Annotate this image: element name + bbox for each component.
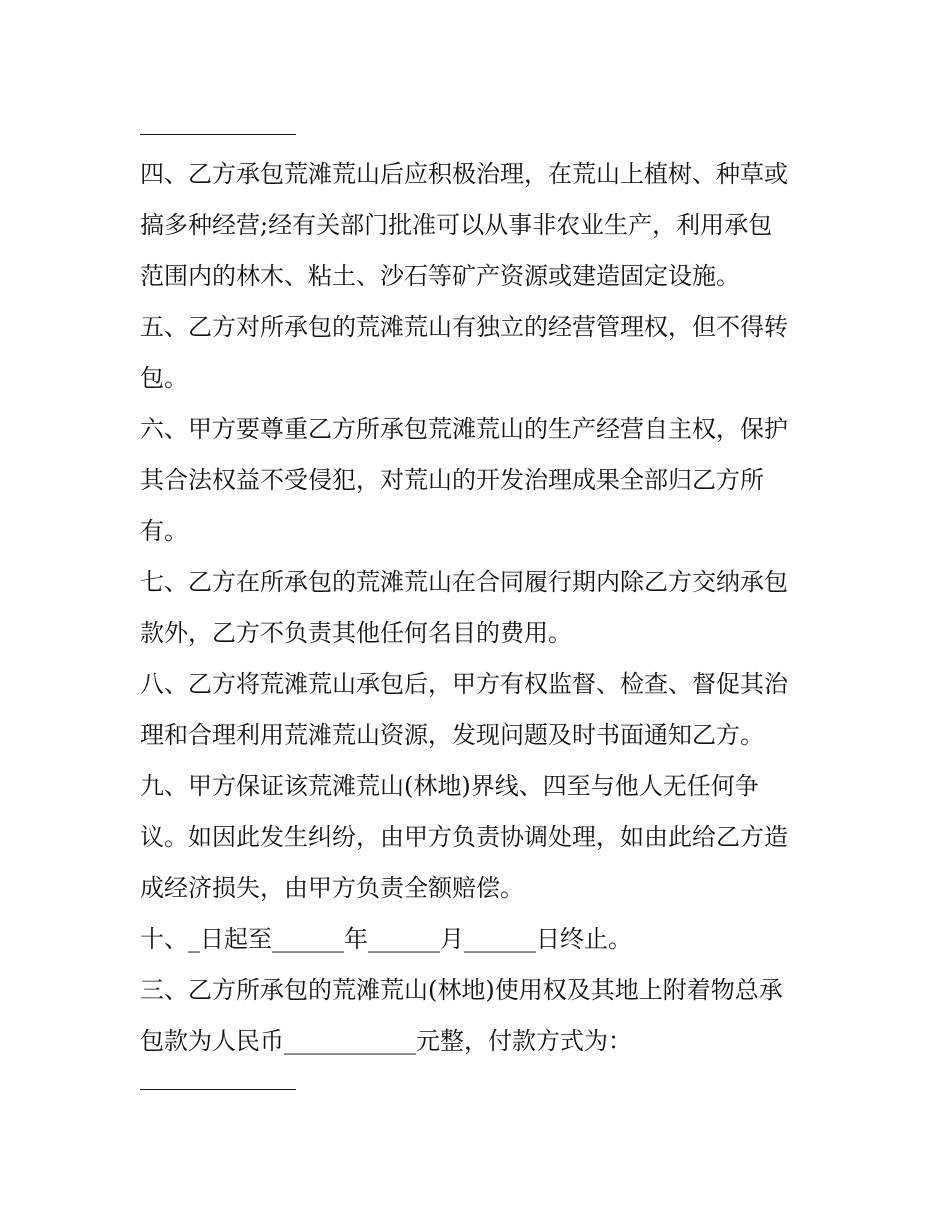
contract-line: 范围内的林木、粘土、沙石等矿产资源或建造固定设施。 [140, 262, 740, 290]
bottom-blank-line [140, 1089, 296, 1090]
contract-line: 三、乙方所承包的荒滩荒山(林地)使用权及其地上附着物总承 [140, 976, 783, 1004]
contract-line: 成经济损失，由甲方负责全额赔偿。 [140, 874, 524, 902]
contract-line: 款外，乙方不负责其他任何名目的费用。 [140, 619, 572, 647]
contract-line: 九、甲方保证该荒滩荒山(林地)界线、四至与他人无任何争 [140, 772, 759, 800]
contract-line: 其合法权益不受侵犯，对荒山的开发治理成果全部归乙方所 [140, 466, 764, 494]
contract-line: 包。 [140, 364, 188, 392]
contract-line: 理和合理利用荒滩荒山资源，发现问题及时书面通知乙方。 [140, 721, 764, 749]
contract-line: 有。 [140, 517, 188, 545]
contract-line: 八、乙方将荒滩荒山承包后，甲方有权监督、检查、督促其治 [140, 670, 788, 698]
contract-line: 四、乙方承包荒滩荒山后应积极治理，在荒山上植树、种草或 [140, 160, 788, 188]
top-blank-line [140, 134, 296, 135]
contract-line: 六、甲方要尊重乙方所承包荒滩荒山的生产经营自主权，保护 [140, 415, 788, 443]
contract-line: 议。如因此发生纠纷，由甲方负责协调处理，如由此给乙方造 [140, 823, 788, 851]
contract-line: 包款为人民币___________元整，付款方式为： [140, 1027, 632, 1055]
contract-line: 五、乙方对所承包的荒滩荒山有独立的经营管理权，但不得转 [140, 313, 788, 341]
contract-line: 搞多种经营;经有关部门批准可以从事非农业生产，利用承包 [140, 211, 773, 239]
contract-line: 七、乙方在所承包的荒滩荒山在合同履行期内除乙方交纳承包 [140, 568, 788, 596]
contract-line: 十、_日起至______年______月______日终止。 [140, 925, 632, 953]
